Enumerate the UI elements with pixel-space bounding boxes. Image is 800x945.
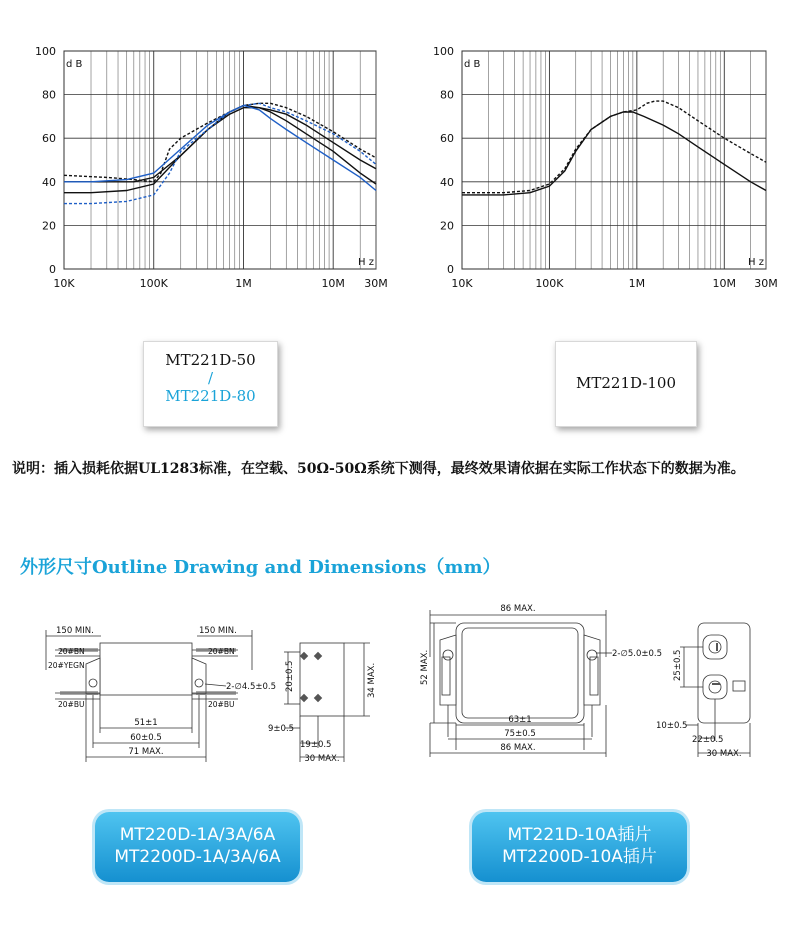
c2-ytick-label: 60 <box>440 132 454 146</box>
outline-drawing-mt221d-10a <box>400 595 800 770</box>
insertion-loss-chart-mt221d-100 <box>400 35 800 300</box>
d1-dim20: 20±0.5 <box>285 660 295 692</box>
model-button-mt220d-line2: MT2200D-1A/3A/6A <box>114 847 281 867</box>
model-button-mt221d-10a <box>472 812 687 882</box>
model-button-mt221d-10a-line2: MT2200D-10A插片 <box>502 847 657 867</box>
d1-dim71: 71 MAX. <box>128 747 164 757</box>
d2-dim22: 22±0.5 <box>692 735 724 745</box>
model-label-left-slash: / <box>207 369 214 387</box>
d2-dim52: 52 MAX. <box>420 649 430 685</box>
insertion-loss-chart-mt221d-50-80 <box>0 35 400 300</box>
c1-xtick-label: 100K <box>139 277 168 290</box>
measurement-note: 说明：插入损耗依据UL1283标准，在空载、50Ω-50Ω系统下测得，最终效果请依据在实际工作状态下的数据为准。 <box>12 461 745 477</box>
d1-hole: 2-∅4.5±0.5 <box>226 682 277 692</box>
c1-ytick-label: 80 <box>42 88 56 102</box>
model-label-left <box>143 341 278 427</box>
c1-xtick-label: 10K <box>53 277 75 290</box>
d1-bu-right: 20#BU <box>208 700 235 709</box>
model-label-left-line1: MT221D-50 <box>165 351 256 369</box>
d2-dim10: 10±0.5 <box>656 721 688 731</box>
d1-bu-left: 20#BU <box>58 700 85 709</box>
d2-hole: 2-∅5.0±0.5 <box>612 649 663 659</box>
c1-ylabel: d B <box>66 59 83 70</box>
d2-dim86-bottom: 86 MAX. <box>500 743 536 753</box>
d2-dim75: 75±0.5 <box>504 729 536 739</box>
c2-xlabel: H z <box>748 257 764 268</box>
c1-xtick-label: 10M <box>321 277 345 290</box>
c1-xtick-label: 30M <box>364 277 388 290</box>
c1-ytick-label: 40 <box>42 175 56 189</box>
d1-bn-left: 20#BN <box>58 647 85 656</box>
d1-wire-left: 150 MIN. <box>56 626 94 636</box>
c2-xtick-label: 30M <box>754 277 778 290</box>
d2-dim86-top: 86 MAX. <box>500 604 536 614</box>
d1-dim9: 9±0.5 <box>268 724 295 734</box>
model-label-right <box>555 341 697 427</box>
c1-ytick-label: 20 <box>42 219 56 233</box>
d1-wire-right: 150 MIN. <box>199 626 237 636</box>
d1-dim19: 19±0.5 <box>300 740 332 750</box>
d1-dim51: 51±1 <box>134 718 158 728</box>
c2-ylabel: d B <box>464 59 481 70</box>
d2-dim63: 63±1 <box>508 715 532 725</box>
d1-dim30: 30 MAX. <box>304 754 340 764</box>
d2-dim30: 30 MAX. <box>706 749 742 759</box>
c1-xtick-label: 1M <box>235 277 252 290</box>
c2-xtick-label: 10K <box>451 277 473 290</box>
c2-xtick-label: 10M <box>712 277 737 290</box>
model-button-mt221d-10a-line1: MT221D-10A插片 <box>507 825 652 845</box>
c1-ytick-label: 60 <box>42 132 56 146</box>
model-button-mt220d-line1: MT220D-1A/3A/6A <box>119 825 276 845</box>
d1-dim34: 34 MAX. <box>367 662 377 698</box>
outline-drawing-mt220d <box>0 600 400 780</box>
c1-ytick-label: 0 <box>49 263 56 276</box>
c2-xtick-label: 100K <box>535 277 564 290</box>
model-button-mt220d <box>95 812 300 882</box>
section-title: 外形尺寸Outline Drawing and Dimensions（mm） <box>20 557 501 578</box>
c2-ytick-label: 80 <box>440 88 454 102</box>
d1-bn-right: 20#BN <box>208 647 235 656</box>
c2-ytick-label: 40 <box>440 175 454 189</box>
d1-dim60: 60±0.5 <box>130 733 162 743</box>
c2-ytick-label: 0 <box>447 263 454 276</box>
c1-ytick-label: 100 <box>35 45 56 58</box>
c2-xtick-label: 1M <box>628 277 646 290</box>
c2-ytick-label: 20 <box>440 219 454 233</box>
d1-yegn: 20#YEGN <box>48 661 85 670</box>
c1-xlabel: H z <box>358 257 374 268</box>
c2-ytick-label: 100 <box>433 45 454 58</box>
model-label-left-line2: MT221D-80 <box>165 387 256 405</box>
d2-dim25: 25±0.5 <box>673 649 683 681</box>
model-label-right-text: MT221D-100 <box>576 374 676 392</box>
